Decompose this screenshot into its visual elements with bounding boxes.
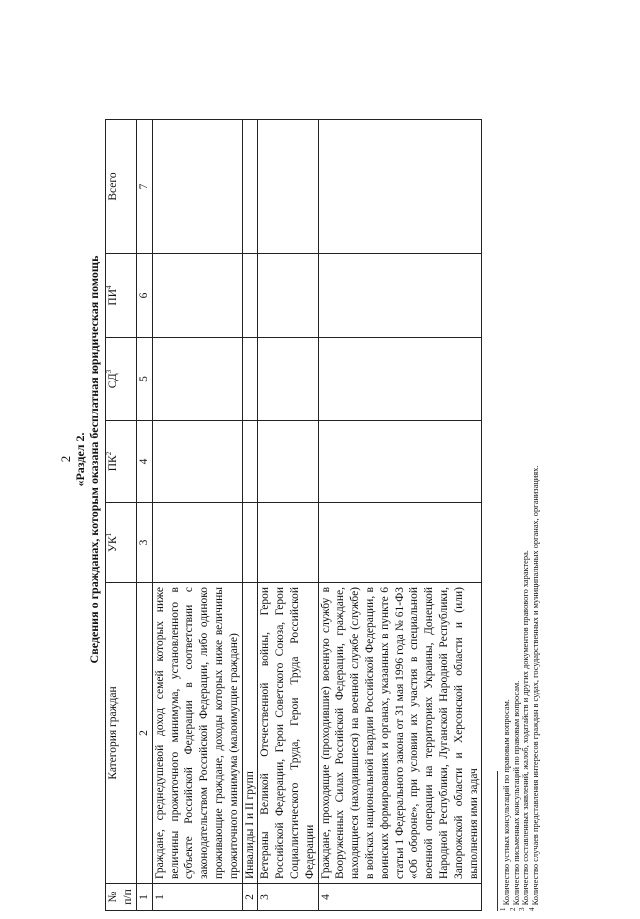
column-number: 1 <box>137 884 153 911</box>
column-number: 2 <box>137 583 153 884</box>
table-row <box>242 120 258 911</box>
cell-sd <box>258 338 318 421</box>
citizens-table <box>105 119 482 911</box>
row-category: Граждане, проходящие (проходившие) военную службу в Вооруженных Силах Российской Федерации, граждане, находящиеся (находившиеся) на военной службе (службе) в войсках национальной гвардии Российской Федерации, в воинских формированиях и органах, указанных в пункте 6 статьи 1 Федерального закона от 31 мая 1996 года № 61-ФЗ «Об обороне», при условии их участия в специальной военной операции на территориях Украины, Донецкой Народной Республики, Луганской Народной Республики, Запорожской области и Херсонской области и (или) выполнения ими задач <box>318 583 482 884</box>
table-row <box>152 120 242 911</box>
footnote-mark: 1 <box>105 532 114 537</box>
row-category: Ветераны Великой Отечественной войны, Герои Российской Федерации, Герои Советского Союза, Герои Социалистического Труда, Герои Труда Российской Федерации <box>258 583 318 884</box>
cell-pk <box>152 421 242 503</box>
section-heading <box>73 0 101 919</box>
cell-total <box>258 120 318 254</box>
row-category: Граждане, среднедушевой доход семей которых ниже величины прожиточного минимума, установленного в субъекте Российской Федерации в соответствии с законодательством Российской Федерации, либо одиноко проживающие граждане, доходы которых ниже величины прожиточного минимума (малоимущие граждане) <box>152 583 242 884</box>
footnote-divider <box>497 771 498 911</box>
table-header-row <box>106 120 137 911</box>
column-number: 3 <box>137 503 153 583</box>
footnote: $^1$ Количество устных консультаций по правовым вопросам. <box>499 699 511 911</box>
row-number: 3 <box>258 884 318 911</box>
cell-pi <box>242 254 258 338</box>
footnote: $^4$ Количество случаев представления интересов граждан в судах, государственных и муниципальных органах, организациях. <box>527 465 540 911</box>
cell-pk <box>318 421 482 503</box>
section-title: «Раздел 2. <box>73 432 87 487</box>
cell-total <box>152 120 242 254</box>
footnote-mark: 4 <box>105 285 114 289</box>
column-number: 6 <box>137 254 153 338</box>
column-number: 7 <box>137 120 153 254</box>
column-number: 5 <box>137 338 153 421</box>
header-uk: $УК^1$ <box>106 503 137 583</box>
cell-sd <box>152 338 242 421</box>
header-number: № п/п <box>106 884 137 911</box>
table-row <box>318 120 482 911</box>
cell-uk <box>242 503 258 583</box>
cell-pk <box>242 421 258 503</box>
section-subtitle: Сведения о гражданах, которым оказана бесплатная юридическая помощь <box>87 255 101 664</box>
page-number: 2 <box>58 455 73 463</box>
row-number: 1 <box>152 884 242 911</box>
cell-uk <box>152 503 242 583</box>
footnotes <box>499 31 540 911</box>
footnote-mark: 2 <box>105 451 114 456</box>
header-total: Всего <box>106 120 137 254</box>
column-number-row <box>137 120 153 911</box>
cell-pi <box>258 254 318 338</box>
row-number: 2 <box>242 884 258 911</box>
header-sd: $СД^3$ <box>106 338 137 421</box>
cell-total <box>318 120 482 254</box>
table-row <box>258 120 318 911</box>
footnote: $^3$ Количество составленных заявлений, жалоб, ходатайств и других документов правового характера. <box>518 550 531 911</box>
cell-total <box>242 120 258 254</box>
cell-uk <box>318 503 482 583</box>
header-pi: $ПИ^4$ <box>106 254 137 338</box>
cell-uk <box>258 503 318 583</box>
cell-pi <box>318 254 482 338</box>
footnote: $^2$ Количество письменных консультаций по правовым вопросам. <box>508 680 521 911</box>
footnote-mark: 3 <box>105 369 114 374</box>
cell-pi <box>152 254 242 338</box>
row-category: Инвалиды I и II групп <box>242 583 258 884</box>
header-pk: $ПК^2$ <box>106 421 137 503</box>
column-number: 4 <box>137 421 153 503</box>
cell-sd <box>242 338 258 421</box>
row-number: 4 <box>318 884 482 911</box>
cell-pk <box>258 421 318 503</box>
cell-sd <box>318 338 482 421</box>
header-category: Категория граждан <box>106 583 137 884</box>
